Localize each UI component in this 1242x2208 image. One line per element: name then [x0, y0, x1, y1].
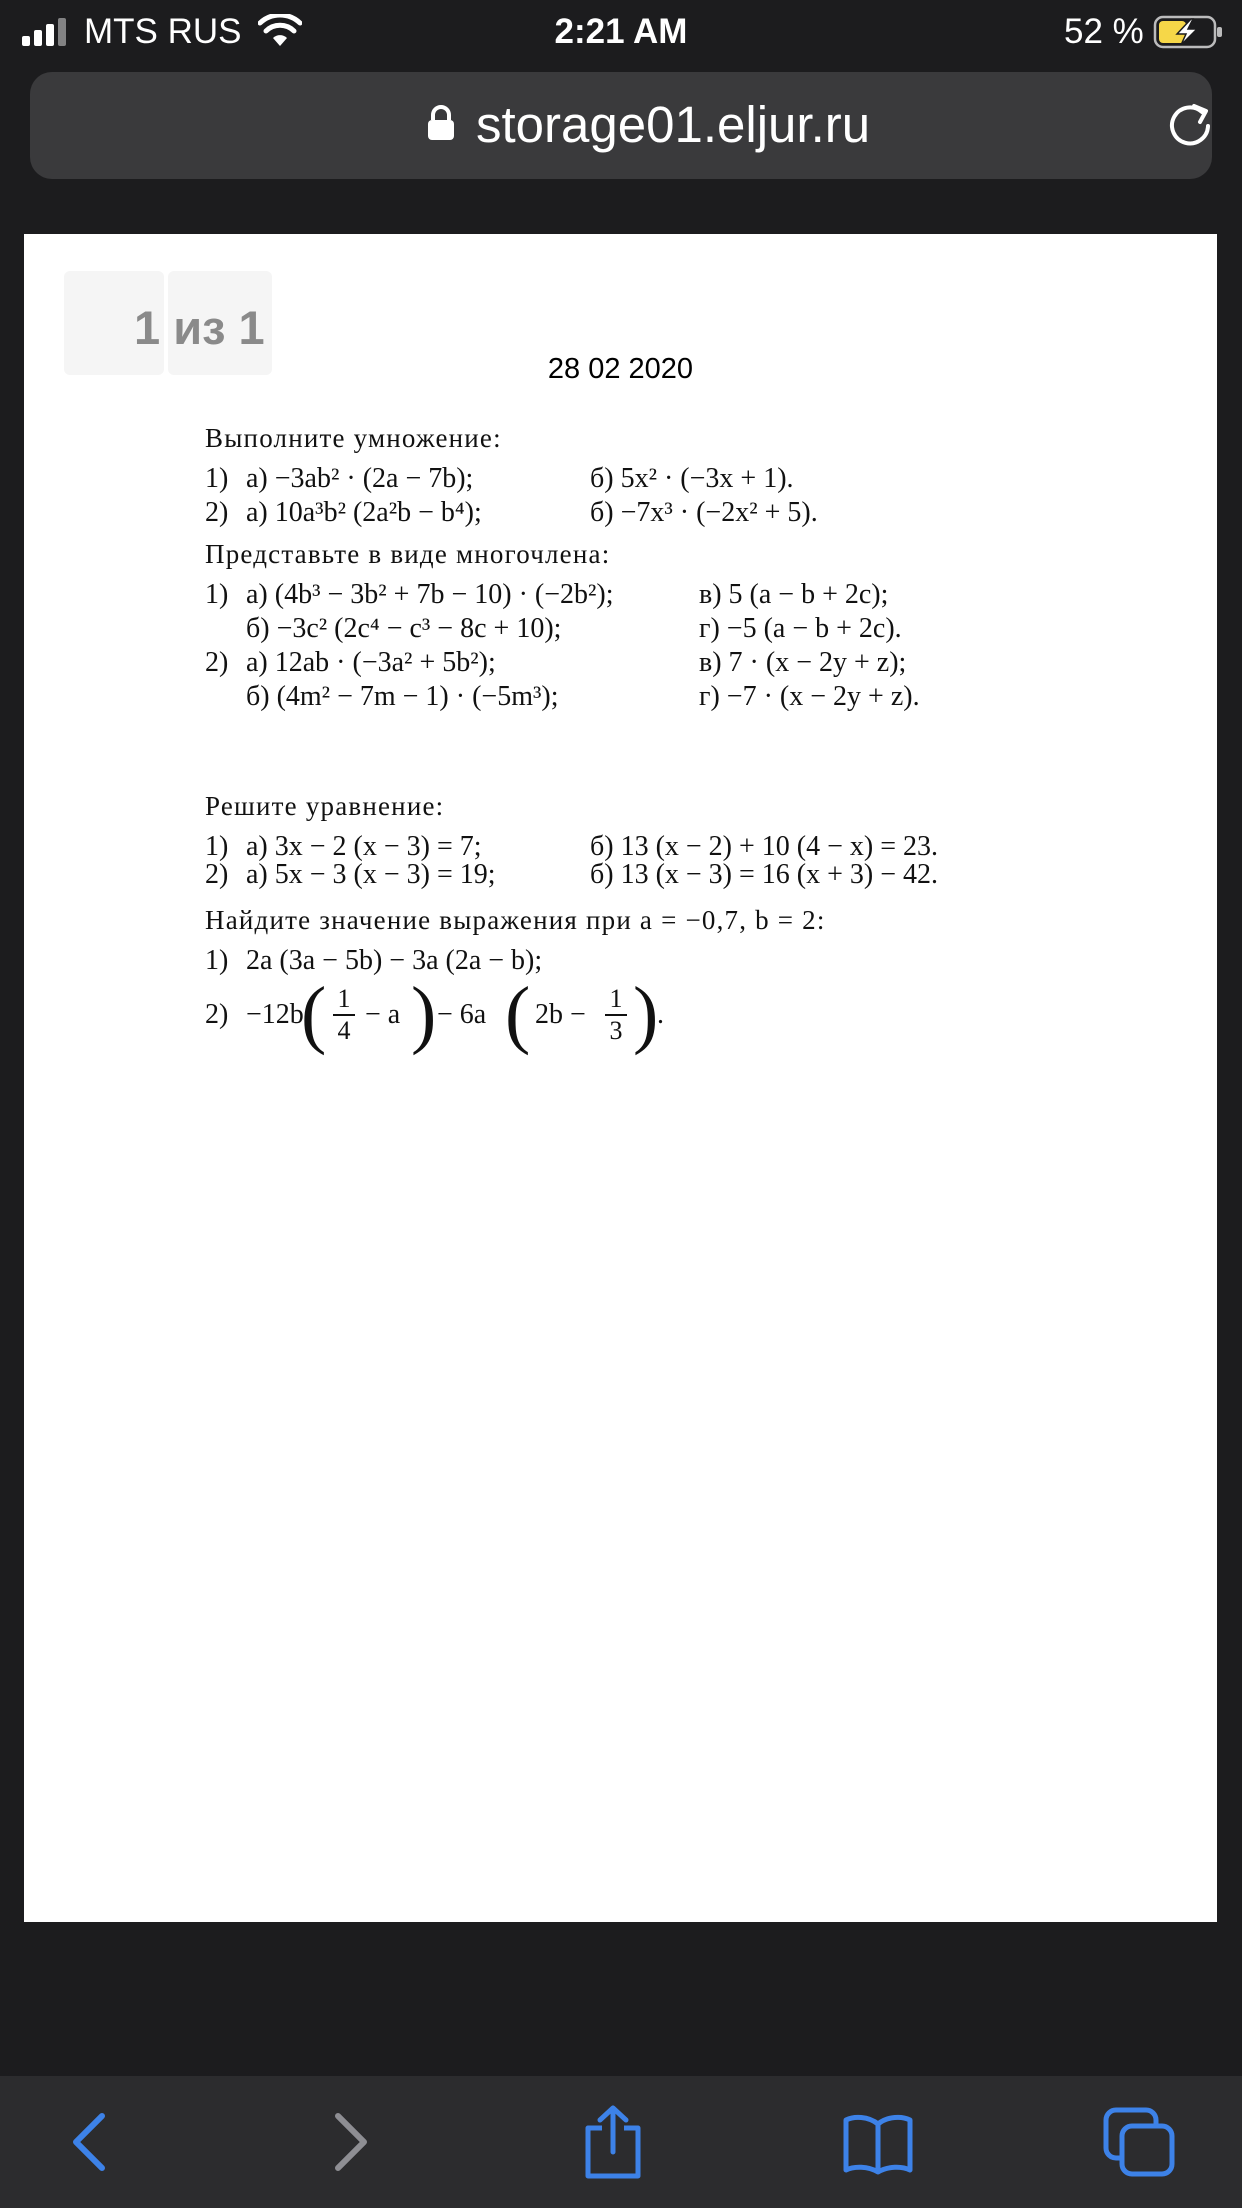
exercise-item: а) (4b³ − 3b² + 7b − 10) · (−2b²); [246, 579, 614, 610]
page-counter-label: 1 из 1 [134, 301, 265, 354]
item-number: 1) [205, 579, 229, 610]
exercise-item: а) 10a³b² (2a²b − b⁴); [246, 497, 482, 528]
carrier-name: MTS RUS [84, 12, 242, 51]
expr-part: −12b [246, 999, 304, 1030]
exercise-item: б) −7x³ · (−2x² + 5). [590, 497, 818, 528]
bookmarks-icon[interactable] [842, 2112, 914, 2176]
exercise-item: а) 3x − 2 (x − 3) = 7; [246, 831, 482, 862]
item-number: 2) [205, 999, 229, 1030]
exercise-item: б) 13 (x − 3) = 16 (x + 3) − 42. [590, 859, 939, 890]
expr-part: 2b − [535, 999, 586, 1030]
lock-icon [426, 104, 456, 142]
exercise-sheet [24, 234, 1217, 1922]
forward-icon[interactable] [326, 2110, 376, 2174]
back-icon[interactable] [64, 2110, 114, 2174]
item-number: 2) [205, 859, 229, 890]
item-number: 1) [205, 463, 229, 494]
fraction-numerator: 1 [609, 984, 623, 1013]
address-bar[interactable] [30, 72, 1212, 179]
expr-part: . [657, 999, 664, 1030]
section-heading: Выполните умножение: [205, 423, 502, 453]
exercise-item: б) (4m² − 7m − 1) · (−5m³); [246, 681, 559, 712]
fraction-denominator: 3 [609, 1016, 623, 1045]
exercise-item: б) −3c² (2c⁴ − c³ − 8c + 10); [246, 613, 562, 644]
section-heading: Найдите значение выражения при a = −0,7, b = 2: [205, 905, 826, 935]
fraction-numerator: 1 [337, 984, 351, 1013]
exercise-item: г) −5 (a − b + 2c). [699, 613, 902, 644]
fraction-one-third [605, 986, 627, 1044]
fraction-denominator: 4 [337, 1016, 351, 1045]
exercise-item: г) −7 · (x − 2y + z). [699, 681, 920, 712]
battery-percent: 52 % [1064, 12, 1144, 51]
right-paren: ) [411, 972, 437, 1056]
expr-part: − 6a [437, 999, 487, 1030]
item-number: 2) [205, 647, 229, 678]
section-heading: Представьте в виде многочлена: [205, 539, 611, 569]
clock: 2:21 AM [554, 12, 688, 51]
browser-toolbar [0, 2076, 1242, 2208]
status-bar [0, 0, 1242, 62]
item-number: 1) [205, 945, 229, 976]
expression-with-fractions [205, 972, 725, 1056]
exercise-item: 2a (3a − 5b) − 3a (2a − b); [246, 945, 543, 976]
exercise-item: а) 5x − 3 (x − 3) = 19; [246, 859, 496, 890]
item-number: 2) [205, 497, 229, 528]
right-paren: ) [633, 972, 659, 1056]
left-paren: ( [301, 972, 327, 1056]
url-text[interactable]: storage01.eljur.ru [476, 96, 871, 153]
battery-charging-icon [1153, 15, 1225, 49]
exercise-item: а) −3ab² · (2a − 7b); [246, 463, 474, 494]
exercise-item: б) 5x² · (−3x + 1). [590, 463, 794, 494]
expr-part: − a [365, 999, 401, 1030]
fraction-one-quarter [333, 986, 355, 1044]
tabs-icon[interactable] [1102, 2106, 1178, 2178]
section-heading: Решите уравнение: [205, 791, 445, 821]
left-paren: ( [505, 972, 531, 1056]
reload-icon[interactable] [1162, 98, 1218, 154]
exercise-item: в) 5 (a − b + 2c); [699, 579, 889, 610]
item-number: 1) [205, 831, 229, 862]
share-icon[interactable] [582, 2104, 644, 2180]
exercise-item: в) 7 · (x − 2y + z); [699, 647, 907, 678]
exercise-item: б) 13 (x − 2) + 10 (4 − x) = 23. [590, 831, 939, 862]
document-date: 28 02 2020 [547, 353, 694, 385]
exercise-item: а) 12ab · (−3a² + 5b²); [246, 647, 496, 678]
document-page [24, 234, 1217, 1922]
